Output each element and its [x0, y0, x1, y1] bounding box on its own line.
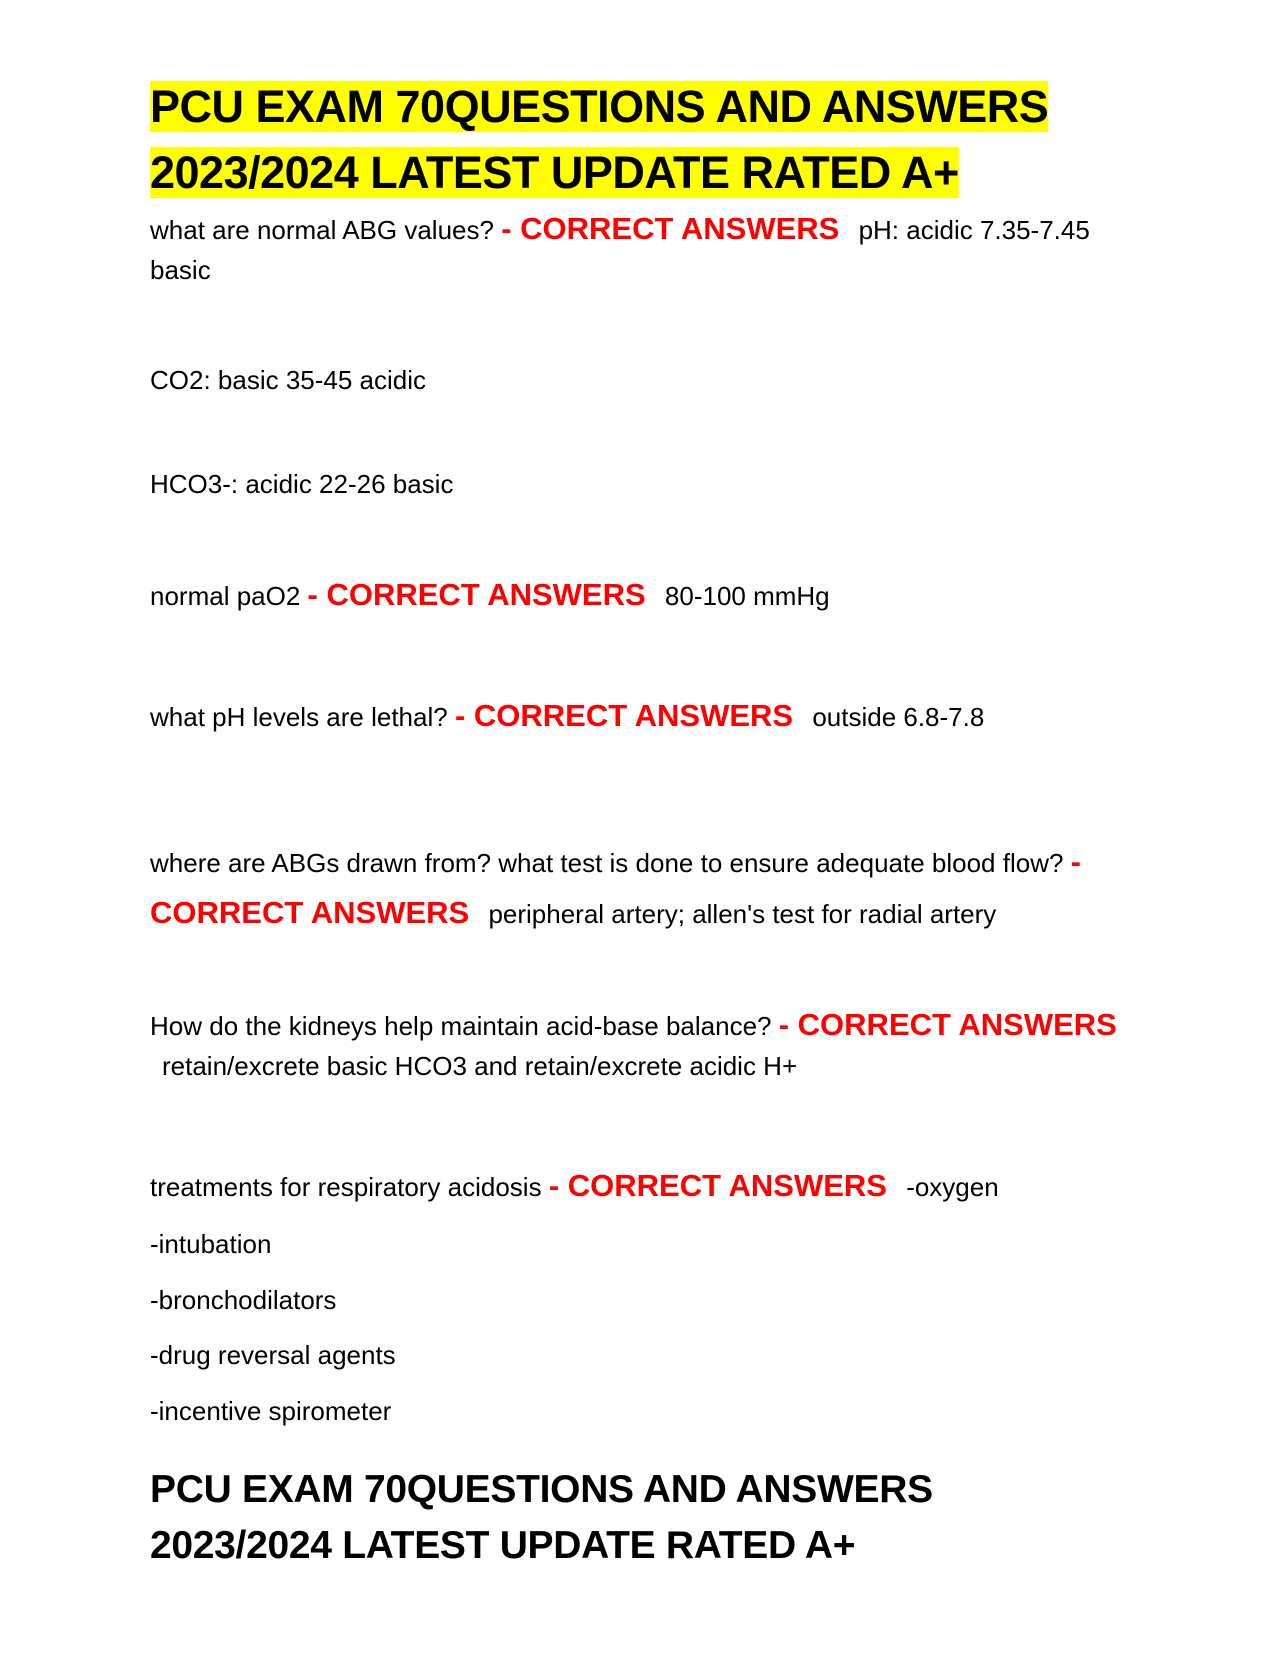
answer-text: 80-100 mmHg — [664, 581, 830, 611]
list-item: -bronchodilators — [150, 1285, 337, 1315]
answer-text: -oxygen — [906, 1172, 999, 1202]
question-text: what are normal ABG values? — [150, 215, 494, 245]
answer-text: pH: acidic 7.35-7.45 basic — [150, 215, 1090, 285]
question-text: normal paO2 — [150, 581, 301, 611]
correct-answers-marker: - CORRECT ANSWERS — [150, 844, 1081, 930]
title-line-2: 2023/2024 LATEST UPDATE RATED A+ — [150, 147, 959, 198]
footer-title-line-2: 2023/2024 LATEST UPDATE RATED A+ — [150, 1524, 856, 1567]
footer-title-line-1: PCU EXAM 70QUESTIONS AND ANSWERS — [150, 1468, 933, 1511]
correct-answers-marker: - CORRECT ANSWERS — [548, 1168, 887, 1203]
correct-answers-marker: - CORRECT ANSWERS — [501, 211, 840, 246]
correct-answers-marker: - CORRECT ANSWERS — [454, 698, 794, 733]
answer-text: retain/excrete basic HCO3 and retain/excrete acidic H+ — [162, 1051, 798, 1081]
qa-item-abg-values — [150, 209, 1140, 290]
correct-answers-marker: - CORRECT ANSWERS — [307, 577, 646, 612]
qa-item-resp-acidosis-treatments — [150, 1166, 1140, 1207]
answer-text: CO2: basic 35-45 acidic — [150, 365, 427, 395]
qa-item-kidneys-acid-base — [150, 1005, 1140, 1086]
question-text: what pH levels are lethal? — [150, 702, 448, 732]
answer-continuation-hco3 — [150, 464, 1140, 504]
qa-item-lethal-ph — [150, 696, 1140, 737]
qa-item-abg-draw-site — [150, 837, 1140, 939]
answer-text: peripheral artery; allen's test for radial artery — [488, 899, 997, 929]
question-text: where are ABGs drawn from? what test is done to ensure adequate blood flow? — [150, 848, 1064, 878]
correct-answers-marker: - CORRECT ANSWERS — [778, 1007, 1117, 1042]
list-item: -intubation — [150, 1229, 272, 1259]
question-text: How do the kidneys help maintain acid-base balance? — [150, 1011, 772, 1041]
list-item: -incentive spirometer — [150, 1396, 392, 1426]
qa-item-pao2 — [150, 575, 1140, 616]
question-text: treatments for respiratory acidosis — [150, 1172, 542, 1202]
answer-text: outside 6.8-7.8 — [812, 702, 985, 732]
document-footer-title — [150, 1462, 1090, 1574]
list-item: -drug reversal agents — [150, 1340, 396, 1370]
title-line-1: PCU EXAM 70QUESTIONS AND ANSWERS — [150, 81, 1049, 132]
document-title — [150, 74, 1090, 206]
answer-text: HCO3-: acidic 22-26 basic — [150, 469, 454, 499]
answer-continuation-co2 — [150, 360, 1140, 400]
